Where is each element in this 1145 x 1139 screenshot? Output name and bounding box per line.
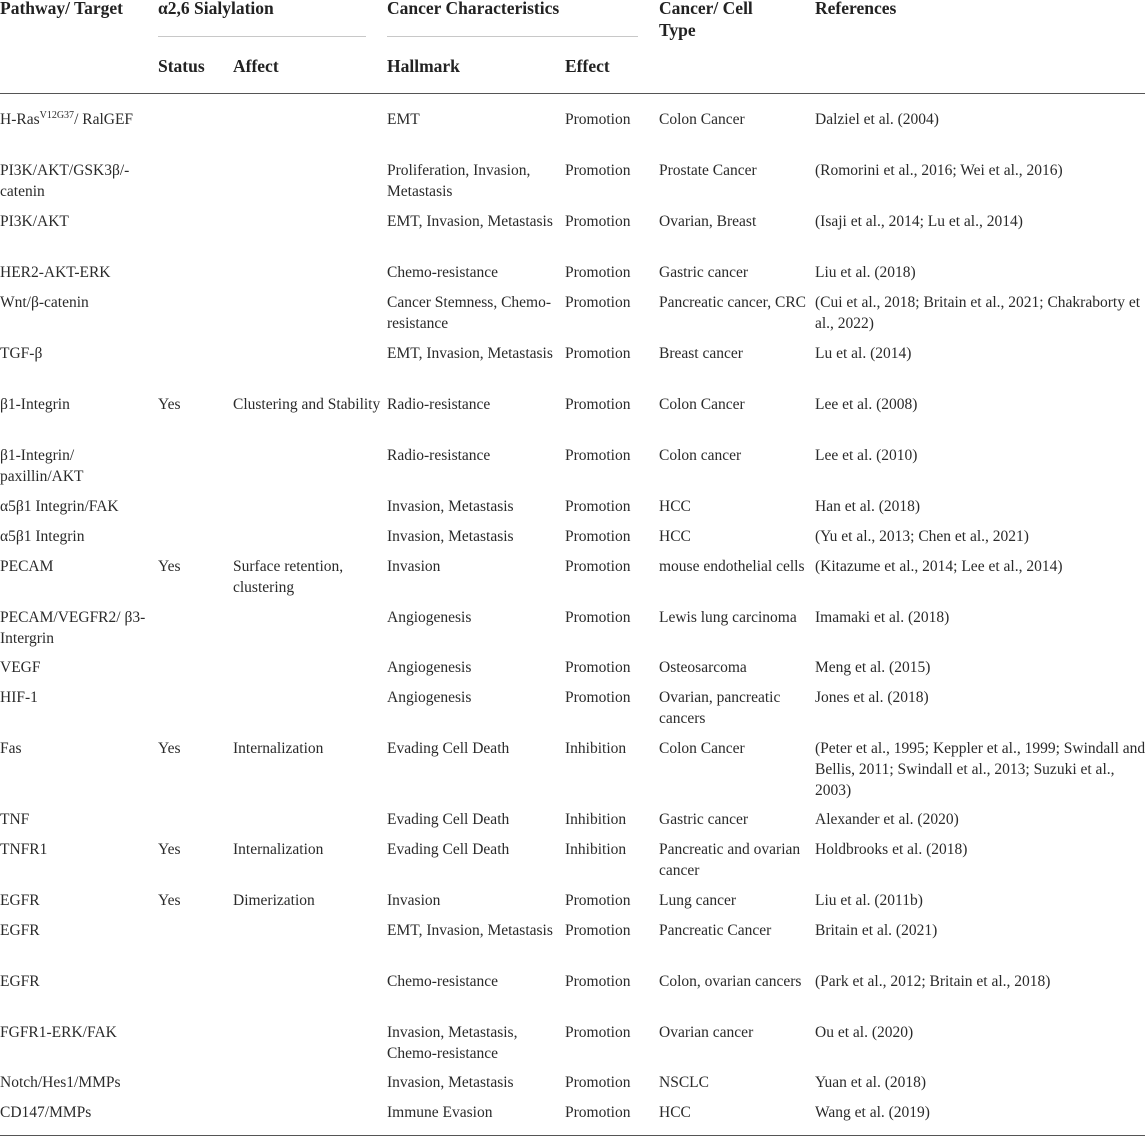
pathway-text: H-Ras <box>0 111 40 128</box>
effect-cell: Promotion <box>565 922 631 939</box>
pathway-cell: TNFR1 <box>0 841 48 858</box>
references-cell: Wang et al. (2019) <box>815 1104 930 1121</box>
pathway-cell: β1-Integrin <box>0 396 70 413</box>
hallmark-cell: Evading Cell Death <box>387 811 510 828</box>
hallmark-cell: Invasion <box>387 892 441 909</box>
cell-type-cell: Ovarian cancer <box>659 1024 754 1041</box>
hallmark-cell: Radio-resistance <box>387 396 491 413</box>
references-cell: Ou et al. (2020) <box>815 1024 914 1041</box>
effect-cell: Promotion <box>565 558 631 575</box>
pathway-cell: CD147/MMPs <box>0 1104 92 1121</box>
effect-cell: Inhibition <box>565 841 627 858</box>
effect-cell: Promotion <box>565 162 631 179</box>
pathway-cell: α5β1 Integrin <box>0 528 85 545</box>
cell-type-cell: Colon Cancer <box>659 111 745 128</box>
pathway-cell: Wnt/β-catenin <box>0 294 89 311</box>
cell-type-cell: Pancreatic Cancer <box>659 922 772 939</box>
references-cell: Jones et al. (2018) <box>815 689 929 706</box>
effect-cell: Promotion <box>565 1074 631 1091</box>
hallmark-cell: Invasion, Metastasis, Chemo-resistance <box>387 1024 518 1062</box>
pathway-cell: EGFR <box>0 892 40 909</box>
hallmark-cell: Evading Cell Death <box>387 740 510 757</box>
header-status: Status <box>158 56 205 76</box>
cell-type-cell: Pancreatic and ovarian cancer <box>659 841 801 879</box>
pathway-cell: β1-Integrin/ paxillin/AKT <box>0 447 84 485</box>
pathway-superscript: V12G37 <box>39 109 75 121</box>
effect-cell: Inhibition <box>565 811 627 828</box>
effect-cell: Promotion <box>565 264 631 281</box>
hallmark-cell: Angiogenesis <box>387 659 472 676</box>
hallmark-cell: Immune Evasion <box>387 1104 493 1121</box>
pathway-cell: FGFR1-ERK/FAK <box>0 1024 117 1041</box>
pathway-cell: PI3K/AKT <box>0 213 69 230</box>
header-hallmark: Hallmark <box>387 56 460 76</box>
hallmark-cell: Chemo-resistance <box>387 264 499 281</box>
cell-type-cell: Ovarian, Breast <box>659 213 757 230</box>
header-group-divider-sialylation <box>158 36 366 37</box>
cell-type-cell: HCC <box>659 528 691 545</box>
cell-type-cell: Lewis lung carcinoma <box>659 609 797 626</box>
hallmark-cell: Angiogenesis <box>387 609 472 626</box>
pathway-cell: VEGF <box>0 659 41 676</box>
cell-type-cell: Prostate Cancer <box>659 162 757 179</box>
cell-type-cell: Osteosarcoma <box>659 659 747 676</box>
header-affect: Affect <box>233 56 279 76</box>
cell-type-cell: HCC <box>659 1104 691 1121</box>
header-cancer-characteristics: Cancer Characteristics <box>387 0 560 18</box>
references-cell: Liu et al. (2018) <box>815 264 916 281</box>
references-cell: (Romorini et al., 2016; Wei et al., 2016) <box>815 162 1063 179</box>
hallmark-cell: EMT, Invasion, Metastasis <box>387 345 553 362</box>
effect-cell: Promotion <box>565 213 631 230</box>
pathway-cell: PECAM/VEGFR2/ β3-Intergrin <box>0 609 146 647</box>
affect-cell: Surface retention, clustering <box>233 558 344 596</box>
effect-cell: Promotion <box>565 892 631 909</box>
effect-cell: Promotion <box>565 609 631 626</box>
pathway-cell: EGFR <box>0 922 40 939</box>
header-pathway: Pathway/ Target <box>0 0 123 18</box>
cell-type-cell: Pancreatic cancer, CRC <box>659 294 806 311</box>
cell-type-cell: Gastric cancer <box>659 264 749 281</box>
pathway-cell: TNF <box>0 811 30 828</box>
references-cell: (Park et al., 2012; Britain et al., 2018) <box>815 973 1051 990</box>
effect-cell: Promotion <box>565 973 631 990</box>
cell-type-cell: Lung cancer <box>659 892 737 909</box>
cell-type-cell: NSCLC <box>659 1074 709 1091</box>
hallmark-cell: Proliferation, Invasion, Metastasis <box>387 162 531 200</box>
header-sialylation: α2,6 Sialylation <box>158 0 274 18</box>
references-cell: Han et al. (2018) <box>815 498 921 515</box>
pathway-text-tail: / RalGEF <box>74 111 134 128</box>
cell-type-cell: HCC <box>659 498 691 515</box>
header-group-divider-cancer-characteristics <box>387 36 638 37</box>
pathway-cell: PECAM <box>0 558 54 575</box>
cell-type-cell: Colon cancer <box>659 447 742 464</box>
effect-cell: Promotion <box>565 1024 631 1041</box>
effect-cell: Inhibition <box>565 740 627 757</box>
hallmark-cell: Invasion, Metastasis <box>387 498 514 515</box>
affect-cell: Clustering and Stability <box>233 396 381 413</box>
cell-type-cell: mouse endothelial cells <box>659 558 805 575</box>
affect-cell: Internalization <box>233 841 324 858</box>
status-cell: Yes <box>158 396 181 413</box>
pathway-cell <box>0 109 150 130</box>
references-cell: Imamaki et al. (2018) <box>815 609 950 626</box>
effect-cell: Promotion <box>565 1104 631 1121</box>
hallmark-cell: Radio-resistance <box>387 447 491 464</box>
hallmark-cell: Chemo-resistance <box>387 973 499 990</box>
references-cell: (Peter et al., 1995; Keppler et al., 1999; Swindall and Bellis, 2011; Swindall et al., 2013; Suzuki et al., 2003) <box>815 740 1145 799</box>
references-cell: Britain et al. (2021) <box>815 922 938 939</box>
effect-cell: Promotion <box>565 498 631 515</box>
pathway-cell: HER2-AKT-ERK <box>0 264 111 281</box>
hallmark-cell: Invasion, Metastasis <box>387 528 514 545</box>
header-bottom-rule <box>0 93 1145 94</box>
hallmark-cell: Cancer Stemness, Chemo-resistance <box>387 294 552 332</box>
hallmark-cell: Invasion <box>387 558 441 575</box>
effect-cell: Promotion <box>565 111 631 128</box>
references-cell: Holdbrooks et al. (2018) <box>815 841 968 858</box>
references-cell: Lee et al. (2008) <box>815 396 918 413</box>
hallmark-cell: EMT <box>387 111 420 128</box>
pathway-cell: HIF-1 <box>0 689 38 706</box>
effect-cell: Promotion <box>565 689 631 706</box>
hallmark-cell: EMT, Invasion, Metastasis <box>387 213 553 230</box>
pathway-cell: Notch/Hes1/MMPs <box>0 1074 121 1091</box>
effect-cell: Promotion <box>565 528 631 545</box>
effect-cell: Promotion <box>565 396 631 413</box>
cell-type-cell: Colon Cancer <box>659 396 745 413</box>
effect-cell: Promotion <box>565 447 631 464</box>
header-references: References <box>815 0 897 18</box>
references-cell: Lee et al. (2010) <box>815 447 918 464</box>
references-cell: (Isaji et al., 2014; Lu et al., 2014) <box>815 213 1023 230</box>
effect-cell: Promotion <box>565 345 631 362</box>
header-cancer-cell-type: Cancer/ Cell Type <box>659 0 753 40</box>
references-cell: Meng et al. (2015) <box>815 659 931 676</box>
status-cell: Yes <box>158 740 181 757</box>
status-cell: Yes <box>158 841 181 858</box>
references-cell: (Cui et al., 2018; Britain et al., 2021; Chakraborty et al., 2022) <box>815 294 1141 332</box>
effect-cell: Promotion <box>565 294 631 311</box>
effect-cell: Promotion <box>565 659 631 676</box>
status-cell: Yes <box>158 558 181 575</box>
pathway-cell: α5β1 Integrin/FAK <box>0 498 119 515</box>
pathway-cell: PI3K/AKT/GSK3β/-catenin <box>0 162 130 200</box>
references-cell: Lu et al. (2014) <box>815 345 912 362</box>
references-cell: Dalziel et al. (2004) <box>815 111 939 128</box>
cell-type-cell: Ovarian, pancreatic cancers <box>659 689 781 727</box>
pathway-cell: Fas <box>0 740 22 757</box>
hallmark-cell: Evading Cell Death <box>387 841 510 858</box>
hallmark-cell: Angiogenesis <box>387 689 472 706</box>
cell-type-cell: Breast cancer <box>659 345 743 362</box>
references-cell: (Yu et al., 2013; Chen et al., 2021) <box>815 528 1029 545</box>
status-cell: Yes <box>158 892 181 909</box>
affect-cell: Internalization <box>233 740 324 757</box>
references-cell: (Kitazume et al., 2014; Lee et al., 2014) <box>815 558 1063 575</box>
affect-cell: Dimerization <box>233 892 315 909</box>
pathway-cell: TGF-β <box>0 345 43 362</box>
table-bottom-rule <box>0 1135 1145 1136</box>
cell-type-cell: Gastric cancer <box>659 811 749 828</box>
references-cell: Alexander et al. (2020) <box>815 811 959 828</box>
hallmark-cell: EMT, Invasion, Metastasis <box>387 922 553 939</box>
references-cell: Yuan et al. (2018) <box>815 1074 927 1091</box>
hallmark-cell: Invasion, Metastasis <box>387 1074 514 1091</box>
header-effect: Effect <box>565 56 610 76</box>
cell-type-cell: Colon Cancer <box>659 740 745 757</box>
references-cell: Liu et al. (2011b) <box>815 892 923 909</box>
pathway-cell: EGFR <box>0 973 40 990</box>
cell-type-cell: Colon, ovarian cancers <box>659 973 802 990</box>
